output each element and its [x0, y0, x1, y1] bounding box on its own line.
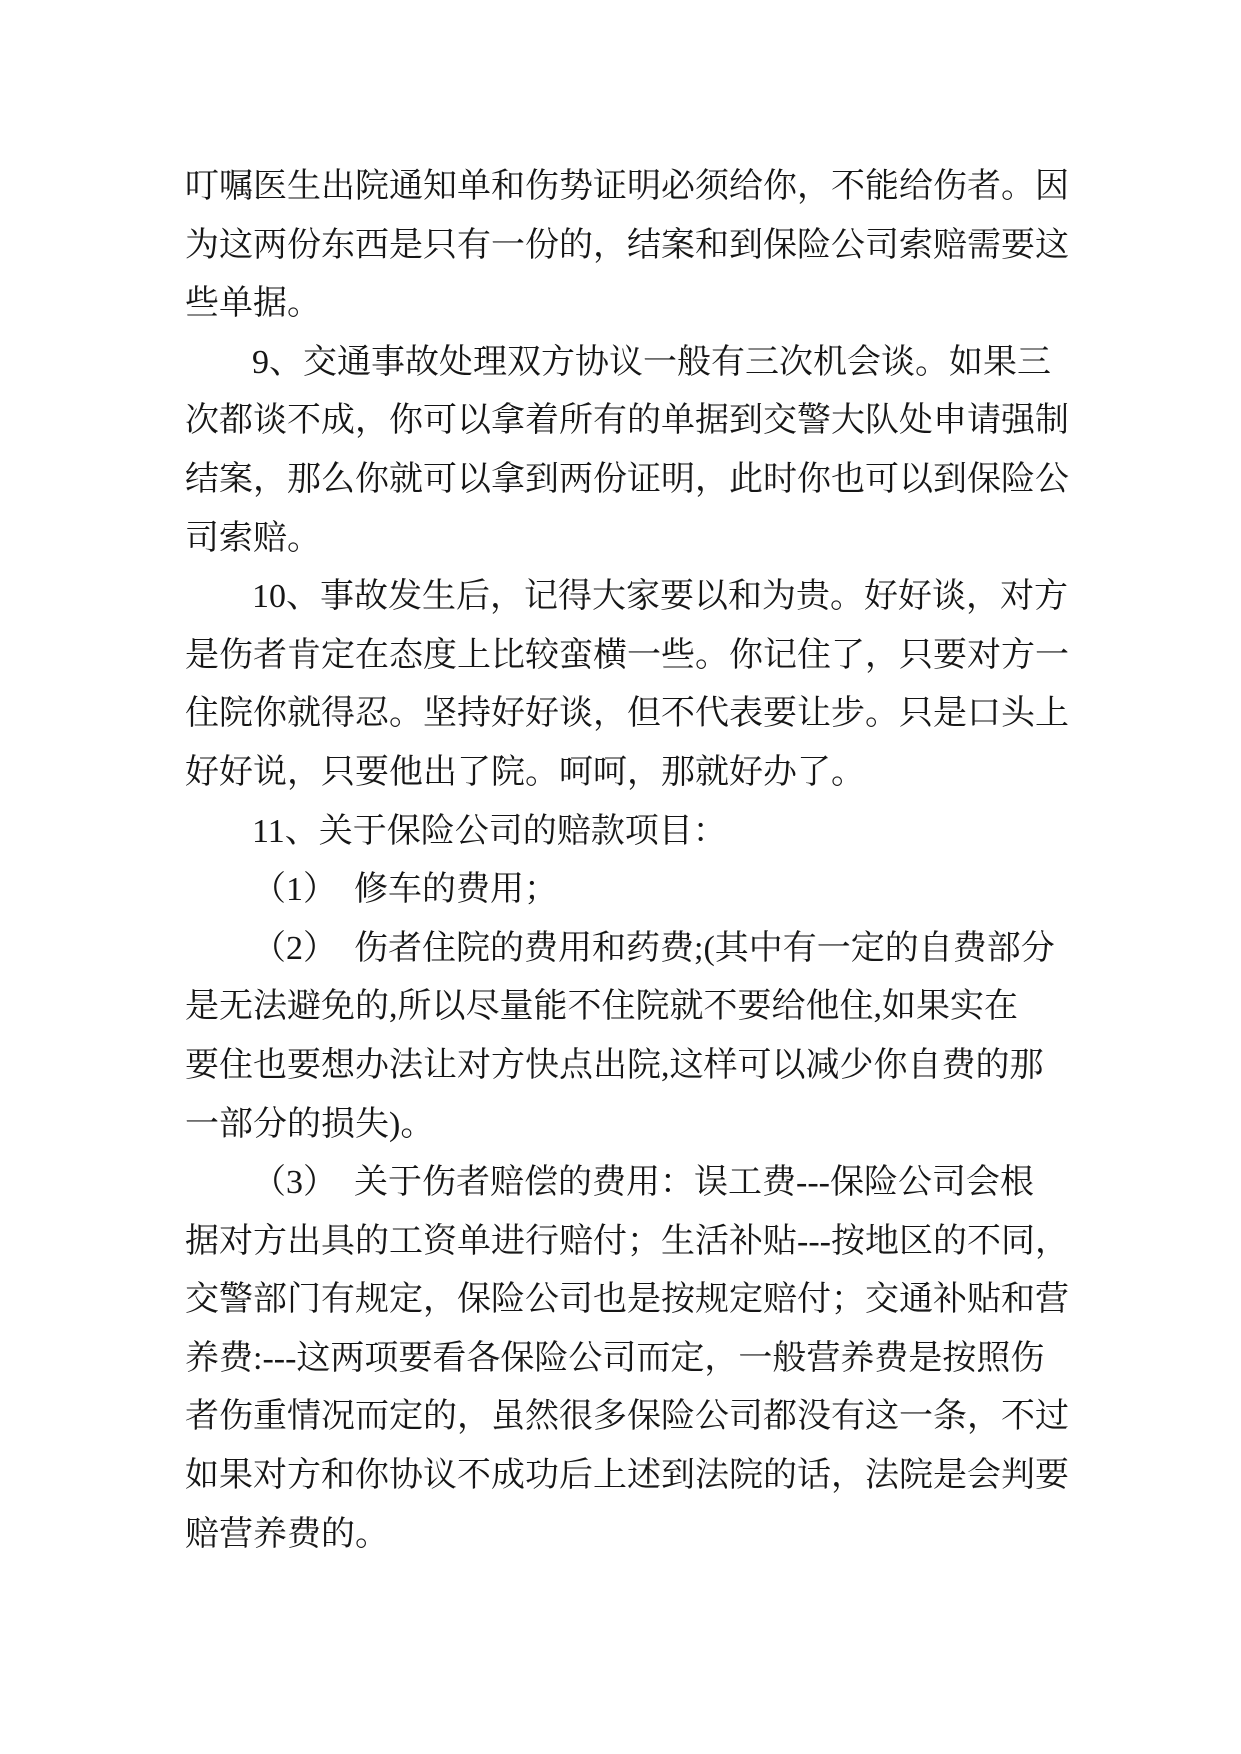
- document-text-block: [185, 158, 1078, 1564]
- doc-line: 次都谈不成，你可以拿着所有的单据到交警大队处申请强制: [185, 402, 1069, 440]
- doc-line: 者伤重情况而定的，虽然很多保险公司都没有这一条，不过: [185, 1398, 1069, 1436]
- doc-line-item-11-start: 11、关于保险公司的赔款项目：: [252, 812, 727, 850]
- doc-line: 结案，那么你就可以拿到两份证明，此时你也可以到保险公: [185, 460, 1069, 498]
- doc-line: 据对方出具的工资单进行赔付；生活补贴---按地区的不同，: [185, 1222, 1069, 1260]
- doc-line: 要住也要想办法让对方快点出院,这样可以减少你自费的那: [185, 1046, 1044, 1084]
- doc-line: 些单据。: [185, 285, 321, 323]
- doc-line-subitem-1: （1） 修车的费用；: [252, 871, 558, 909]
- doc-line: 司索赔。: [185, 519, 321, 557]
- doc-line: 养费:---这两项要看各保险公司而定，一般营养费是按照伤: [185, 1339, 1045, 1377]
- doc-line-subitem-3: （3） 关于伤者赔偿的费用：误工费---保险公司会根: [252, 1164, 1034, 1202]
- doc-line: 住院你就得忍。坚持好好谈，但不代表要让步。只是口头上: [185, 695, 1069, 733]
- doc-line: 好好说，只要他出了院。呵呵，那就好办了。: [185, 753, 865, 791]
- doc-line-item-10-start: 10、事故发生后，记得大家要以和为贵。好好谈，对方: [252, 578, 1068, 616]
- doc-line: 为这两份东西是只有一份的，结案和到保险公司索赔需要这: [185, 226, 1069, 264]
- doc-line: 是无法避免的,所以尽量能不住院就不要给他住,如果实在: [185, 988, 1018, 1026]
- doc-line-subitem-2: （2） 伤者住院的费用和药费;(其中有一定的自费部分: [252, 929, 1055, 967]
- doc-line: 交警部门有规定，保险公司也是按规定赔付；交通补贴和营: [185, 1281, 1069, 1319]
- doc-line-item-9-start: 9、交通事故处理双方协议一般有三次机会谈。如果三: [252, 343, 1051, 381]
- doc-line: 是伤者肯定在态度上比较蛮横一些。你记住了，只要对方一: [185, 636, 1069, 674]
- doc-line: 赔营养费的。: [185, 1515, 389, 1553]
- doc-line: 叮嘱医生出院通知单和伤势证明必须给你，不能给伤者。因: [185, 168, 1069, 205]
- doc-line: 一部分的损失)。: [185, 1105, 435, 1143]
- doc-line: 如果对方和你协议不成功后上述到法院的话，法院是会判要: [185, 1457, 1069, 1495]
